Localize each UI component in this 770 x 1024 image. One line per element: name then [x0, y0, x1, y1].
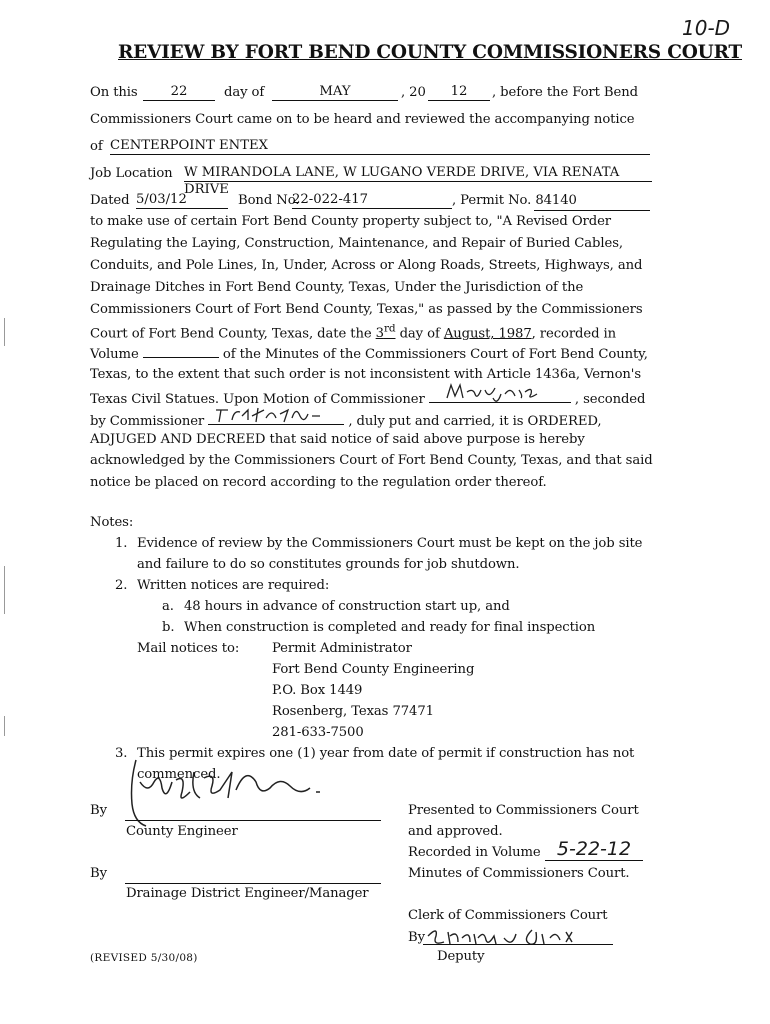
note-1-line-2: and failure to do so constitutes grounds for job shutdown. [137, 557, 520, 572]
dated-field: 5/03/12 [136, 191, 228, 209]
body-line-7: Volume of the Minutes of the Commissioners Court of Fort Bend County, [90, 347, 648, 362]
body-line-6: Court of Fort Bend County, Texas, date the 3rd day of August, 1987, recorded in [90, 323, 617, 342]
on-this-label: On this [90, 85, 138, 100]
by-label-1: By [90, 803, 107, 818]
body-line-8: Texas, to the extent that such order is not inconsistent with Article 1436a, Vernon's [90, 367, 641, 382]
revised-footer: (REVISED 5/30/08) [90, 952, 198, 964]
before-text: , before the Fort Bend [492, 85, 638, 100]
scan-edge-mark [4, 716, 5, 736]
recorded-label: Recorded in Volume [408, 845, 541, 860]
order-month: August, 1987 [443, 326, 532, 342]
order-day: 3 [375, 326, 384, 342]
permit-underline [534, 210, 650, 211]
body-line-13: notice be placed on record according to the regulation order thereof. [90, 475, 547, 490]
note-2a-letter: a. [162, 599, 174, 614]
mail-address-line: 281-633-7500 [272, 725, 364, 740]
body-line-10: by Commissioner , duly put and carried, it is ORDERED, [90, 410, 602, 429]
intro-line-2: Commissioners Court came on to be heard and reviewed the accompanying notice [90, 112, 635, 127]
clerk-signature-line [423, 944, 613, 945]
note-2a-text: 48 hours in advance of construction start up, and [184, 599, 510, 614]
permit-number: , Permit No. 84140 [452, 193, 577, 208]
note-2b-letter: b. [162, 620, 175, 635]
notice-party-field: CENTERPOINT ENTEX [110, 137, 650, 155]
presented-line-1: Presented to Commissioners Court [408, 803, 639, 818]
deputy-label: Deputy [437, 949, 485, 964]
body-line-3: Conduits, and Pole Lines, In, Under, Across or Along Roads, Streets, Highways, and [90, 258, 643, 273]
bond-label: Bond No. [238, 193, 300, 208]
county-engineer-signature-line [125, 820, 381, 821]
drainage-signature-line [125, 883, 381, 884]
mail-address-line: P.O. Box 1449 [272, 683, 363, 698]
motion-commissioner-signature [429, 388, 571, 403]
year-prefix: , 20 [401, 85, 426, 100]
notes-heading: Notes: [90, 515, 134, 530]
job-location-field: W MIRANDOLA LANE, W LUGANO VERDE DRIVE, VIA RENATA DRIVE [184, 164, 652, 182]
job-location-label: Job Location [90, 166, 173, 181]
county-engineer-label: County Engineer [126, 824, 238, 839]
document-title: REVIEW BY FORT BEND COUNTY COMMISSIONERS COURT [118, 42, 743, 63]
dated-label: Dated [90, 193, 130, 208]
clerk-label: Clerk of Commissioners Court [408, 908, 608, 923]
of-label: of [90, 139, 103, 154]
body-line-4: Drainage Ditches in Fort Bend County, Texas, Under the Jurisdiction of the [90, 280, 584, 295]
day-of-label: day of [224, 85, 265, 100]
year-field: 12 [428, 83, 490, 101]
scan-edge-mark [4, 566, 5, 614]
by-label-2: By [90, 866, 107, 881]
note-2-line-1: Written notices are required: [137, 578, 330, 593]
body-line-12: acknowledged by the Commissioners Court of Fort Bend County, Texas, and that said [90, 453, 653, 468]
corner-handwritten-mark: 10-D [682, 16, 731, 40]
minutes-label: Minutes of Commissioners Court. [408, 866, 630, 881]
note-3-number: 3. [115, 746, 128, 761]
note-3-line-1: This permit expires one (1) year from date of permit if construction has not [137, 746, 635, 761]
order-day-suffix: rd [383, 323, 396, 335]
body-line-2: Regulating the Laying, Construction, Maintenance, and Repair of Buried Cables, [90, 236, 623, 251]
mail-address-line: Rosenberg, Texas 77471 [272, 704, 434, 719]
note-2b-text: When construction is completed and ready for final inspection [184, 620, 596, 635]
mail-address-line: Fort Bend County Engineering [272, 662, 475, 677]
second-commissioner-signature [208, 410, 344, 425]
mail-address-line: Permit Administrator [272, 641, 412, 656]
recorded-volume-handwritten: 5-22-12 [545, 838, 643, 861]
note-2-number: 2. [115, 578, 128, 593]
body-line-11: ADJUGED AND DECREED that said notice of said above purpose is hereby [90, 432, 585, 447]
presented-line-2: and approved. [408, 824, 503, 839]
scan-edge-mark [4, 318, 5, 346]
body-line-1: to make use of certain Fort Bend County property subject to, "A Revised Order [90, 214, 611, 229]
note-1-number: 1. [115, 536, 128, 551]
bond-field: 22-022-417 [292, 191, 452, 209]
month-field: MAY [272, 83, 398, 101]
by-label-3: By [408, 930, 425, 945]
body-line-9: Texas Civil Statues. Upon Motion of Commissioner , seconded [90, 388, 645, 407]
body-line-5: Commissioners Court of Fort Bend County, Texas," as passed by the Commissioners [90, 302, 643, 317]
mail-notices-label: Mail notices to: [137, 641, 240, 656]
note-1-line-1: Evidence of review by the Commissioners Court must be kept on the job site [137, 536, 643, 551]
day-field: 22 [143, 83, 215, 101]
note-3-line-2: commenced. [137, 767, 221, 782]
drainage-engineer-label: Drainage District Engineer/Manager [126, 886, 369, 901]
